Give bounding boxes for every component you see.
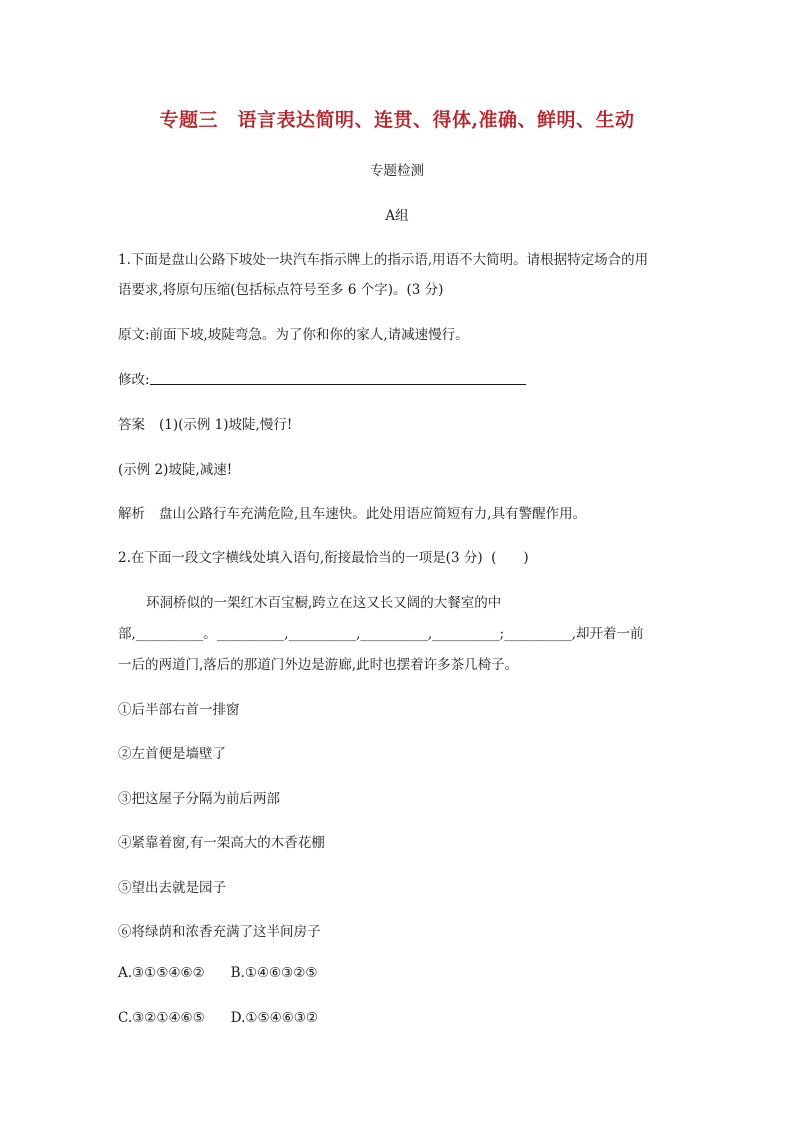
option-a[interactable]: A.③①⑤④⑥②: [118, 965, 205, 981]
q2-item: ①后半部右首一排窗: [118, 702, 240, 718]
q2-stem: 2.在下面一段文字横线处填入语句,衔接最恰当的一项是(3 分) ( ): [118, 550, 529, 566]
revise-label: 修改:: [118, 372, 150, 388]
q2-item: ⑤望出去就是园子: [118, 880, 226, 896]
page-title: 专题三 语言表达简明、连贯、得体,准确、鲜明、生动: [159, 109, 635, 131]
group-label: A组: [385, 208, 409, 224]
q1-stem-line1: 1.下面是盘山公路下坡处一块汽车指示牌上的指示语,用语不大简明。请根据特定场合的用: [118, 252, 649, 268]
section-subtitle: 专题检测: [370, 163, 424, 179]
q1-revise-row: [118, 368, 526, 388]
analysis-label: 解析: [118, 506, 145, 522]
analysis-text: 盘山公路行车充满危险,且车速快。此处用语应简短有力,具有警醒作用。: [159, 506, 587, 522]
answer-label: 答案: [118, 417, 145, 433]
q2-options-row-2: [118, 1010, 318, 1026]
option-b[interactable]: B.①④⑥③②⑤: [230, 965, 318, 981]
q2-item: ④紧靠着窗,有一架高大的木香花棚: [118, 835, 325, 851]
q2-options-row-1: [118, 965, 317, 981]
q1-analysis-row: [118, 502, 586, 522]
q2-passage-line1: 环洞桥似的一架红木百宝橱,跨立在这又长又阔的大餐室的中: [146, 595, 502, 611]
q2-passage-line2: 部,__________。__________,__________,__________,__________;__________,却开着一前: [118, 626, 644, 642]
q2-item: ②左首便是墙壁了: [118, 746, 226, 762]
q2-passage-line3: 一后的两道门,落后的那道门外边是游廊,此时也摆着许多茶几椅子。: [118, 657, 519, 673]
q1-stem-line2: 语要求,将原句压缩(包括标点符号至多 6 个字)。(3 分): [118, 282, 444, 298]
answer-example-2: (示例 2)坡陡,减速!: [118, 462, 233, 478]
option-c[interactable]: C.③②①④⑥⑤: [118, 1010, 205, 1026]
option-d[interactable]: D.①⑤④⑥③②: [230, 1010, 319, 1026]
q1-original-text: 原文:前面下坡,坡陡弯急。为了你和你的家人,请减速慢行。: [118, 327, 469, 343]
q2-item: ③把这屋子分隔为前后两部: [118, 791, 280, 807]
q1-answer-row: [118, 413, 292, 433]
answer-example-1: (1)(示例 1)坡陡,慢行!: [159, 417, 293, 433]
revise-answer-blank: [150, 371, 526, 385]
q2-item: ⑥将绿荫和浓香充满了这半间房子: [118, 924, 321, 940]
